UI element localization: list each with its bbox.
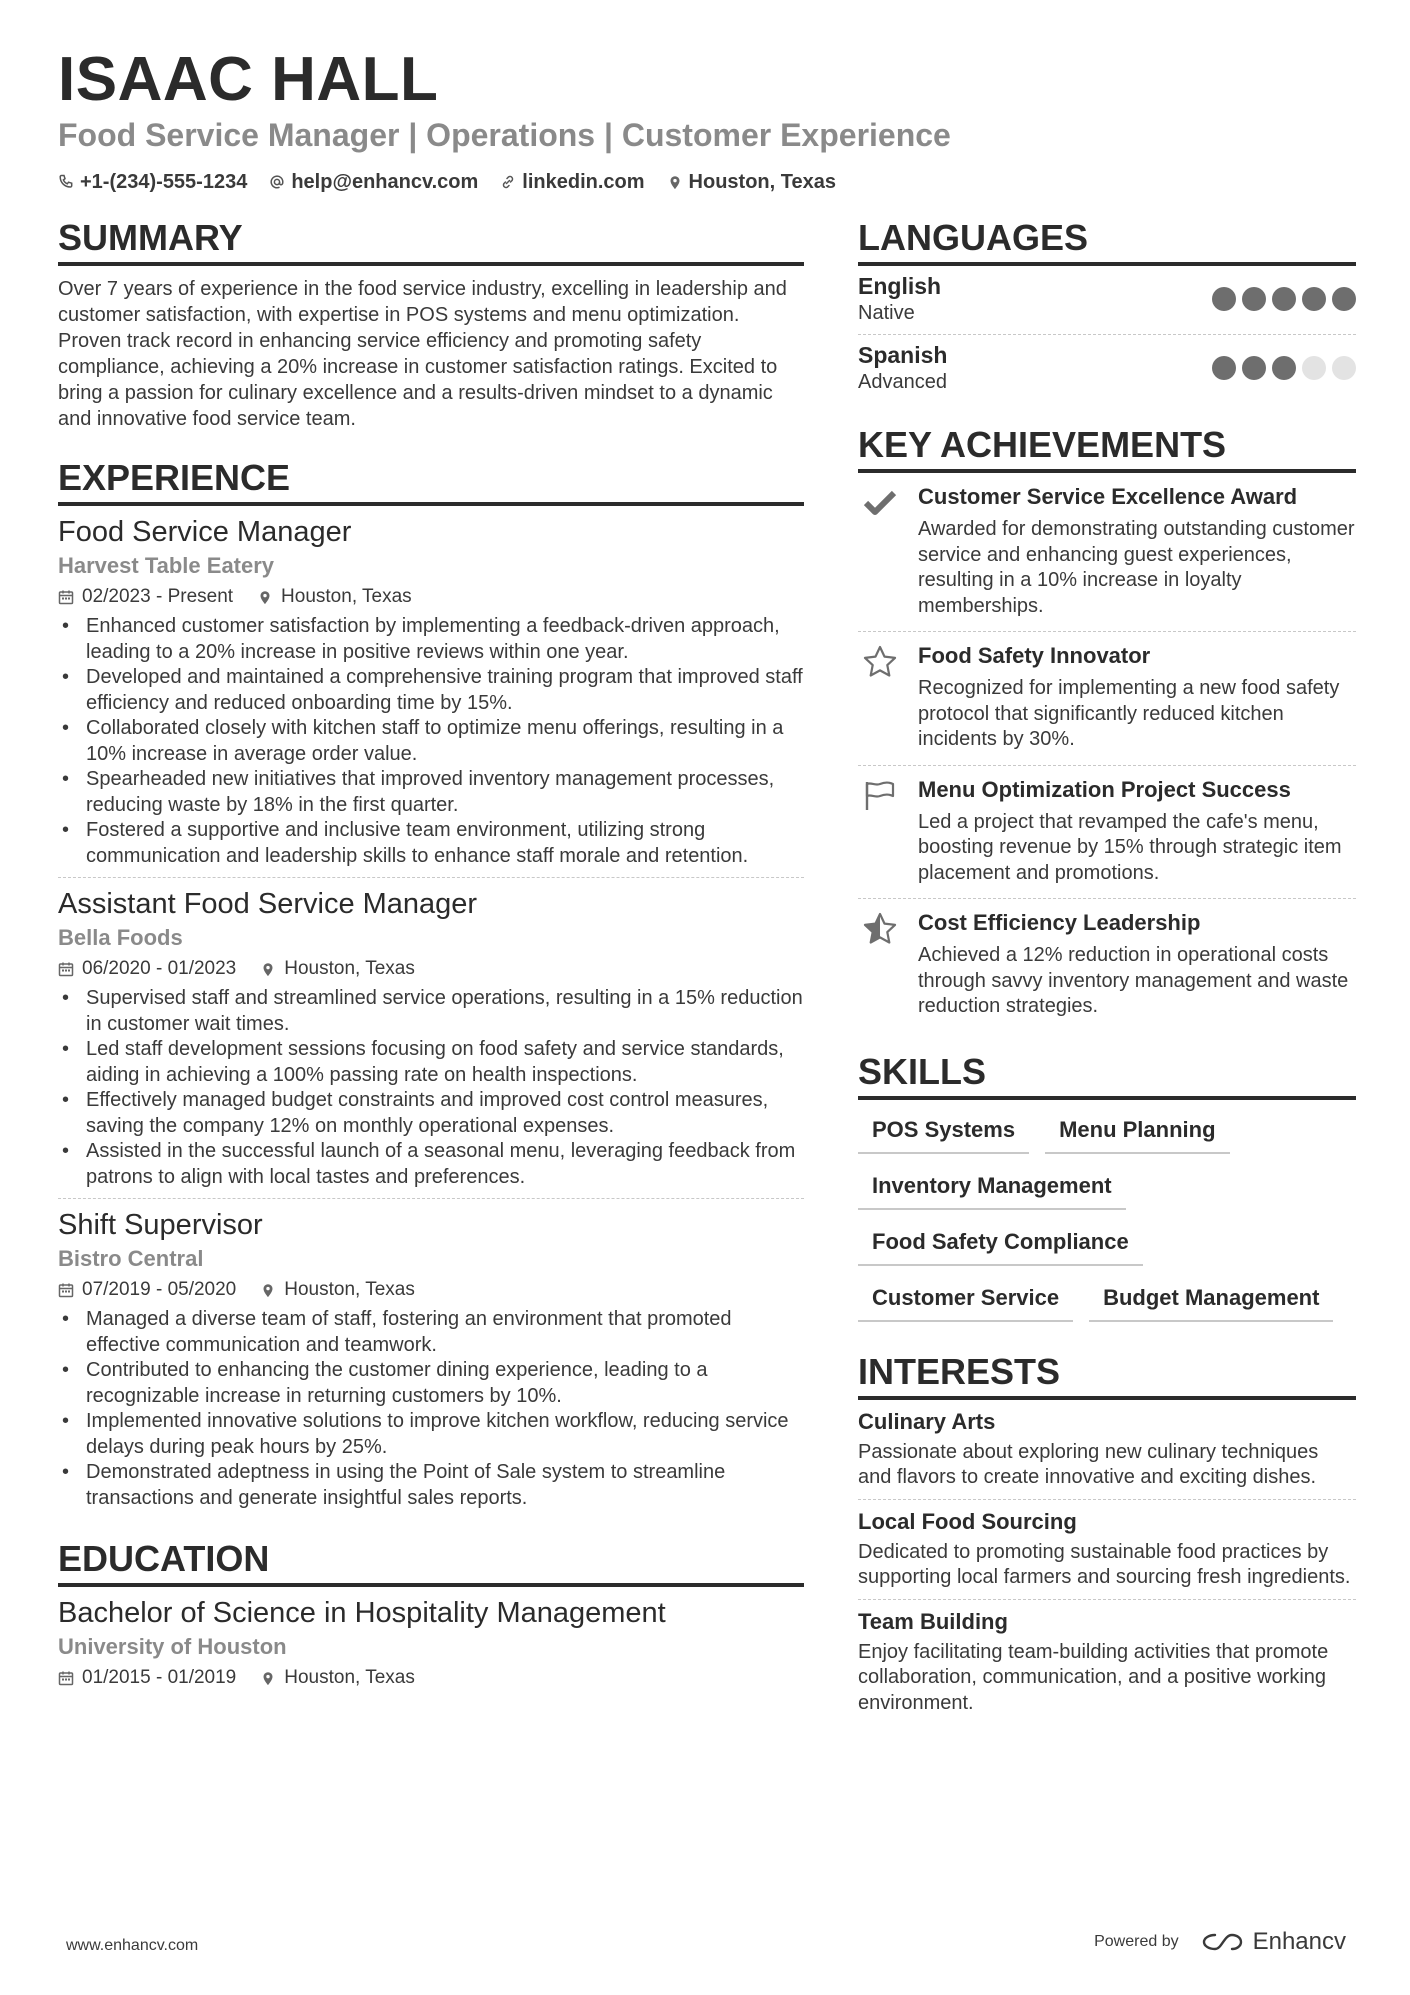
achievement-item [858,473,1356,632]
interest-item [858,1500,1356,1600]
summary-heading: SUMMARY [58,218,804,266]
language-name: English [858,273,942,299]
at-icon [269,174,285,190]
language-item [858,335,1356,403]
job-dates-text: 07/2019 - 05/2020 [82,1279,237,1300]
experience-heading: EXPERIENCE [58,458,804,506]
interest-title: Local Food Sourcing [858,1508,1077,1534]
job-meta [58,956,804,982]
achievement-desc: Awarded for demonstrating outstanding customer service and enhancing guest experiences, resulting in a 10% increase in loyalty memberships. [918,518,1355,617]
powered-by-label: Powered by [1094,1933,1179,1950]
entry-divider [58,1198,804,1199]
contact-location [667,171,836,194]
star-outline-icon [862,644,898,680]
rating-dot-empty [1302,356,1326,380]
experience-entry [58,1207,804,1511]
job-location [257,584,412,610]
achievements-heading: KEY ACHIEVEMENTS [858,425,1356,473]
language-level: Advanced [858,371,947,393]
bullet-item: • Collaborated closely with kitchen staff to optimize menu offerings, resulting in a 10% increase in average order value. [58,716,804,767]
right-column [858,218,1356,1724]
bullet-item: • Fostered a supportive and inclusive team environment, utilizing strong communication and leadership skills to enhance staff morale and retention. [58,818,804,869]
bullet-item: • Contributed to enhancing the customer dining experience, leading to a recognizable increase in returning customers by 10%. [58,1358,804,1409]
job-location [260,1277,415,1303]
education-dates-text: 01/2015 - 01/2019 [82,1667,237,1688]
skill-tag: Food Safety Compliance [858,1228,1143,1266]
job-title: Shift Supervisor [58,1209,263,1241]
bullet-item: • Implemented innovative solutions to improve kitchen workflow, reducing service delays during peak hours by 25%. [58,1409,804,1460]
job-location-text: Houston, Texas [284,1279,415,1300]
enhancv-wordmark: Enhancv [1252,1928,1346,1955]
entry-divider [58,877,804,878]
job-bullets [58,986,804,1190]
location-pin-icon [260,1670,276,1686]
achievement-title: Menu Optimization Project Success [918,776,1291,802]
job-bullets [58,614,804,869]
flag-icon [862,778,898,814]
bullet-item: • Supervised staff and streamlined service operations, resulting in a 15% reduction in customer wait times. [58,986,804,1037]
languages-heading: LANGUAGES [858,218,1356,266]
phone-text: +1-(234)-555-1234 [80,170,248,193]
education-location-text: Houston, Texas [284,1667,415,1688]
school-name: University of Houston [58,1634,287,1659]
contact-linkedin[interactable] [500,171,644,194]
calendar-icon [58,1670,74,1686]
footer-branding[interactable] [1094,1928,1346,1956]
experience-entry [58,886,804,1190]
job-meta [58,584,804,610]
achievement-item [858,766,1356,900]
achievement-title: Cost Efficiency Leadership [918,910,1201,935]
job-dates [58,956,236,982]
company-name: Bella Foods [58,925,183,950]
job-dates-text: 06/2020 - 01/2023 [82,958,237,979]
left-column [58,218,804,1691]
calendar-icon [58,1282,74,1298]
interest-item [858,1400,1356,1500]
language-rating [1212,287,1356,311]
phone-icon [58,174,74,190]
link-icon [500,174,516,190]
skill-tag: Menu Planning [1045,1116,1229,1154]
location-pin-icon [260,961,276,977]
achievement-desc: Led a project that revamped the cafe's menu, boosting revenue by 15% through strategic item placement and promotions. [918,810,1342,884]
job-title: Food Service Manager [58,516,352,548]
experience-entry [58,514,804,869]
skill-tag: POS Systems [858,1116,1029,1154]
company-name: Bistro Central [58,1246,204,1271]
rating-dot-filled [1212,287,1236,311]
contact-bar [58,169,836,195]
skill-tag: Inventory Management [858,1172,1126,1210]
bullet-item: • Managed a diverse team of staff, fostering an environment that promoted effective communication and teamwork. [58,1307,804,1358]
company-name: Harvest Table Eatery [58,553,275,578]
language-name: Spanish [858,342,948,368]
interest-item [858,1600,1356,1725]
calendar-icon [58,961,74,977]
job-bullets [58,1307,804,1511]
education-location [260,1665,415,1691]
enhancv-logo-icon [1201,1931,1245,1953]
enhancv-logo [1201,1928,1346,1956]
job-location [260,956,415,982]
interest-desc: Dedicated to promoting sustainable food practices by supporting local farmers and sourcing fresh ingredients. [858,1540,1351,1588]
job-dates-text: 02/2023 - Present [82,586,234,607]
footer-website[interactable]: www.enhancv.com [66,1937,199,1954]
email-text: help@enhancv.com [291,170,479,193]
bullet-item: • Led staff development sessions focusing on food safety and service standards, aiding in achieving a 100% passing rate on health inspections. [58,1037,804,1088]
bullet-item: • Enhanced customer satisfaction by implementing a feedback-driven approach, leading to a 20% increase in positive reviews within one year. [58,614,804,665]
achievement-title: Food Safety Innovator [918,643,1151,668]
skill-tag: Budget Management [1089,1284,1333,1322]
achievement-desc: Achieved a 12% reduction in operational costs through savvy inventory management and waste reduction strategies. [918,944,1349,1017]
job-meta [58,1277,804,1303]
rating-dot-filled [1212,356,1236,380]
interest-title: Culinary Arts [858,1408,996,1434]
achievement-item [858,899,1356,1032]
rating-dot-filled [1332,287,1356,311]
education-meta [58,1665,804,1691]
education-entry [58,1595,804,1691]
summary-text: Over 7 years of experience in the food service industry, excelling in leadership and customer satisfaction, with expertise in POS systems and menu optimization. Proven track record in enhancing service efficiency and promoting safety compliance, achieving a 20% increase in customer satisfaction ratings. Excited to bring a passion for culinary excellence and a results-driven mindset to a dynamic and innovative food service team. [58,278,787,430]
interest-title: Team Building [858,1608,1008,1634]
skill-tag: Customer Service [858,1284,1073,1322]
bullet-item: • Demonstrated adeptness in using the Point of Sale system to streamline transactions and generate insightful sales reports. [58,1460,804,1511]
interest-desc: Passionate about exploring new culinary techniques and flavors to create innovative and exciting dishes. [858,1440,1319,1488]
bullet-item: • Effectively managed budget constraints and improved cost control measures, saving the company 12% on monthly operational expenses. [58,1088,804,1139]
interests-heading: INTERESTS [858,1352,1356,1400]
interest-desc: Enjoy facilitating team-building activities that promote collaboration, communication, and a positive working environment. [858,1640,1329,1714]
location-pin-icon [260,1282,276,1298]
language-item [858,266,1356,335]
degree-title: Bachelor of Science in Hospitality Management [58,1597,666,1629]
location-text: Houston, Texas [688,170,836,193]
language-level: Native [858,302,915,324]
candidate-subtitle: Food Service Manager | Operations | Customer Experience [58,117,951,153]
education-heading: EDUCATION [58,1539,804,1587]
candidate-name: ISAAC HALL [58,45,439,114]
achievement-desc: Recognized for implementing a new food safety protocol that significantly reduced kitchen incidents by 30%. [918,677,1340,750]
job-location-text: Houston, Texas [284,958,415,979]
rating-dot-filled [1302,287,1326,311]
rating-dot-filled [1272,356,1296,380]
rating-dot-filled [1242,356,1266,380]
job-title: Assistant Food Service Manager [58,888,478,920]
calendar-icon [58,589,74,605]
location-pin-icon [257,589,273,605]
achievement-title: Customer Service Excellence Award [918,484,1298,509]
rating-dot-filled [1242,287,1266,311]
contact-phone[interactable] [58,171,247,194]
language-rating [1212,356,1356,380]
rating-dot-filled [1272,287,1296,311]
checkmark-icon [862,485,898,521]
rating-dot-empty [1332,356,1356,380]
location-pin-icon [667,174,683,190]
skills-heading: SKILLS [858,1052,1356,1100]
bullet-item: • Developed and maintained a comprehensive training program that improved staff efficiency and reduced onboarding time by 15%. [58,665,804,716]
contact-email[interactable] [269,171,478,194]
half-star-icon [862,911,898,947]
job-dates [58,1277,236,1303]
bullet-item: • Assisted in the successful launch of a seasonal menu, leveraging feedback from patrons to align with local tastes and preferences. [58,1139,804,1190]
skills-list [858,1116,1356,1322]
linkedin-text: linkedin.com [522,170,645,193]
achievement-item [858,632,1356,766]
bullet-item: • Spearheaded new initiatives that improved inventory management processes, reducing waste by 18% in the first quarter. [58,767,804,818]
job-dates [58,584,233,610]
education-dates [58,1665,236,1691]
job-location-text: Houston, Texas [281,586,412,607]
